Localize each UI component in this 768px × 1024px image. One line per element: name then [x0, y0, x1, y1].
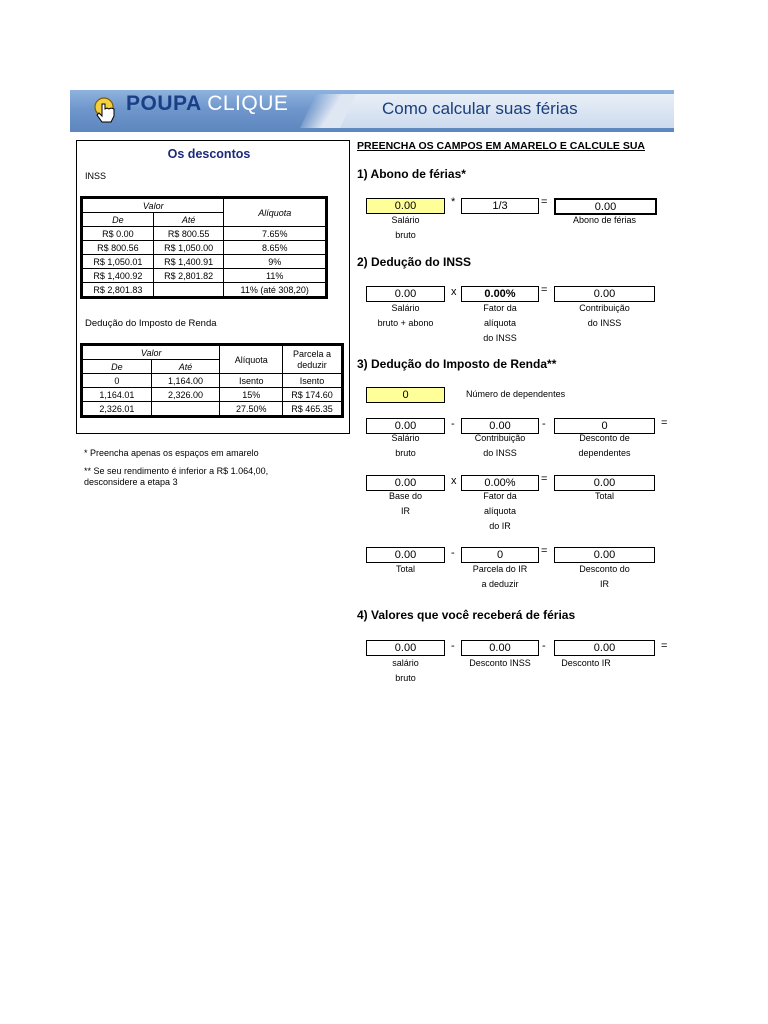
minus-sign: -	[451, 547, 455, 559]
header-aliquota: Alíquota	[224, 199, 326, 227]
multiply-sign: x	[451, 475, 457, 487]
equals-sign: =	[661, 640, 668, 652]
discounts-title: Os descontos	[167, 147, 251, 161]
section-4-title: 4) Valores que você receberá de férias	[357, 608, 576, 622]
section-1-title: 1) Abono de férias*	[357, 167, 466, 181]
minus-sign: -	[451, 640, 455, 652]
multiply-sign: x	[451, 286, 457, 298]
header-ate: Até	[153, 213, 224, 227]
header-parcela: Parcela a deduzir	[283, 346, 342, 374]
header-valor: Valor	[83, 199, 224, 213]
label-dependentes-desc: Desconto de dependentes	[578, 433, 631, 458]
label-contrib: Contribuição do INSS	[579, 303, 630, 328]
ir-total-field: 0.00	[554, 475, 655, 491]
ir-fator-field: 0.00%	[461, 475, 539, 491]
table-row: R$ 0.00 R$ 800.55 7.65%	[83, 227, 326, 241]
ir-parcela-field: 0	[461, 547, 539, 563]
ir-total2-field: 0.00	[366, 547, 445, 563]
inss-table	[82, 198, 326, 297]
note-income-line1: ** Se seu rendimento é inferior a R$ 1.064,00,	[84, 466, 269, 476]
table-row: 1,164.01 2,326.00 15% R$ 174.60	[83, 388, 342, 402]
label-parcela: Parcela do IR a deduzir	[472, 564, 528, 589]
equals-sign: =	[541, 545, 548, 557]
minus-sign: -	[542, 640, 546, 652]
ir-label: Dedução do Imposto de Renda	[85, 318, 217, 329]
table-row: 2,326.01 27.50% R$ 465.35	[83, 402, 342, 416]
label-contrib: Contribuição do INSS	[474, 433, 526, 458]
table-row: R$ 1,050.01 R$ 1,400.91 9%	[83, 255, 326, 269]
equals-sign: =	[541, 284, 548, 296]
label-desconto-ir: Desconto do IR	[579, 564, 630, 589]
table-row: R$ 2,801.83 11% (até 308,20)	[83, 283, 326, 297]
ir-base-field: 0.00	[366, 475, 445, 491]
salario-bruto-input[interactable]: 0.00	[366, 198, 445, 214]
label-base-ir: Base do IR	[388, 491, 423, 516]
ir-table	[82, 345, 342, 416]
ir-contrib-field: 0.00	[461, 418, 539, 434]
header-valor: Valor	[83, 346, 220, 360]
note-yellow-fields: * Preencha apenas os espaços em amarelo	[84, 448, 259, 458]
dependentes-input[interactable]: 0	[366, 387, 445, 403]
header-ate: Até	[151, 360, 220, 374]
header-banner	[70, 90, 674, 132]
instructions-header: PREENCHA OS CAMPOS EM AMARELO E CALCULE SUA	[357, 140, 645, 152]
final-ir-field: 0.00	[554, 640, 655, 656]
brand-logo: POUPA CLIQUE	[126, 92, 289, 115]
abono-result: 0.00	[554, 198, 657, 215]
inss-contrib-field: 0.00	[554, 286, 655, 302]
label-desconto-ir: Desconto IR	[561, 658, 611, 668]
label-abono: Abono de férias	[572, 215, 637, 225]
page-title: Como calcular suas férias	[382, 99, 578, 118]
minus-sign: -	[542, 418, 546, 430]
hand-pointer-icon	[92, 96, 120, 126]
inss-base-field: 0.00	[366, 286, 445, 302]
label-fator: Fator da alíquota do INSS	[483, 303, 517, 343]
inss-label: INSS	[85, 171, 107, 181]
label-desconto-inss: Desconto INSS	[469, 658, 531, 668]
final-inss-field: 0.00	[461, 640, 539, 656]
note-income-line2: desconsidere a etapa 3	[84, 477, 178, 487]
label-salario: Salário bruto	[391, 215, 420, 240]
table-row: 0 1,164.00 Isento Isento	[83, 374, 342, 388]
label-base: Salário bruto + abono	[377, 303, 434, 328]
section-2-title: 2) Dedução do INSS	[357, 255, 472, 269]
label-total: Total	[395, 564, 415, 574]
label-salario: salário bruto	[392, 658, 419, 683]
final-salario-field: 0.00	[366, 640, 445, 656]
ir-dependentes-field: 0	[554, 418, 655, 434]
label-salario: Salário bruto	[391, 433, 420, 458]
table-row: R$ 1,400.92 R$ 2,801.82 11%	[83, 269, 326, 283]
multiply-sign: *	[451, 196, 456, 208]
header-de: De	[83, 213, 154, 227]
label-total: Total	[594, 491, 614, 501]
inss-fator-field: 0.00%	[461, 286, 539, 302]
fraction-field: 1/3	[461, 198, 539, 214]
ir-desconto-field: 0.00	[554, 547, 655, 563]
equals-sign: =	[541, 196, 548, 208]
ir-salario-field: 0.00	[366, 418, 445, 434]
section-3-title: 3) Dedução do Imposto de Renda**	[357, 357, 557, 371]
label-dependentes: Número de dependentes	[466, 389, 566, 399]
equals-sign: =	[541, 473, 548, 485]
minus-sign: -	[451, 418, 455, 430]
table-row: R$ 800.56 R$ 1,050.00 8.65%	[83, 241, 326, 255]
equals-sign: =	[661, 417, 668, 429]
header-aliquota: Alíquota	[220, 346, 283, 374]
label-fator-ir: Fator da alíquota do IR	[483, 491, 517, 531]
header-de: De	[83, 360, 152, 374]
